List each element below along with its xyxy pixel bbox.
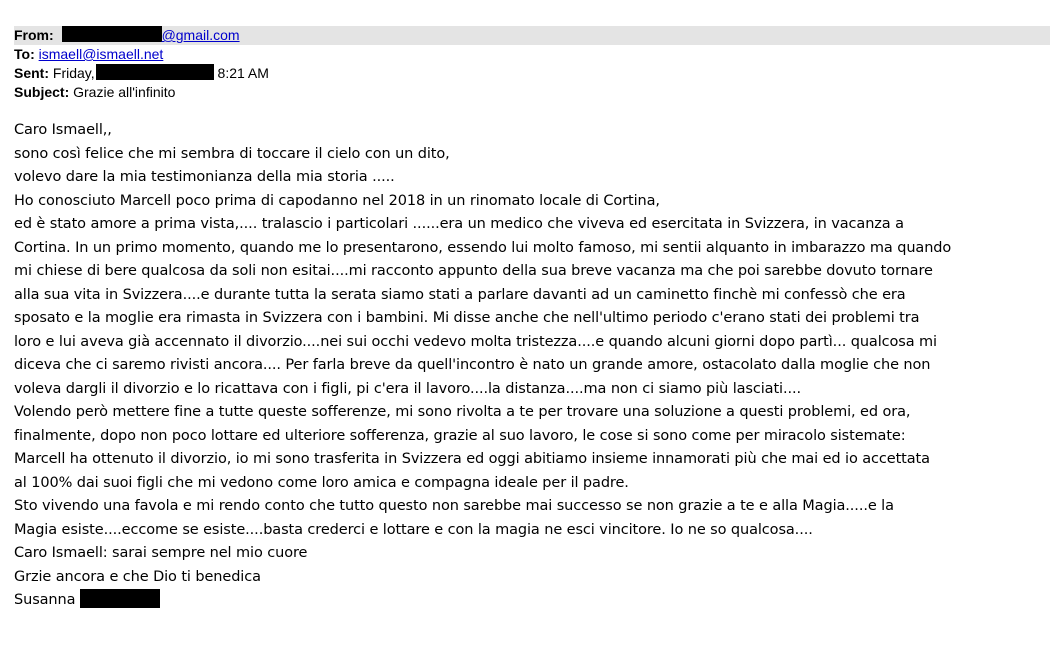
to-label: To: — [14, 46, 35, 62]
from-label: From: — [14, 27, 54, 43]
body-line: Sto vivendo una favola e mi rendo conto che tutto questo non sarebbe mai successo se non grazie a te e alla Magia.....e la — [14, 498, 894, 514]
from-row — [14, 26, 1050, 45]
body-line: Magia esiste....eccome se esiste....basta crederci e lottare e con la magia ne esci vincitore. Io ne so qualcosa.... — [14, 521, 813, 538]
redacted-block — [80, 589, 160, 608]
body-line: loro e lui aveva già accennato il divorzio....nei sui occhi vedevo molta tristezza....e quando alcuni giorni dopo partì... qualcosa mi — [14, 333, 937, 350]
to-email-link[interactable]: ismaell@ismaell.net — [38, 46, 164, 62]
email-body — [14, 119, 1054, 613]
body-line: Ho conosciuto Marcell poco prima di capodanno nel 2018 in un rinomato locale di Cortina, — [14, 192, 660, 209]
signature-line — [14, 589, 1054, 613]
sent-time: 8:21 AM — [217, 65, 269, 81]
body-line: finalmente, dopo non poco lottare ed ulteriore sofferenza, grazie al suo lavoro, le cose si sono come per miracolo sistemate: — [14, 427, 906, 444]
subject-label: Subject: — [14, 84, 70, 100]
body-line: ed è stato amore a prima vista,.... tralascio i particolari ......era un medico che viveva ed esercitata in Svizzera, in vacanza a — [14, 216, 904, 232]
body-line: Caro Ismaell: sarai sempre nel mio cuore — [14, 545, 308, 561]
subject-row — [14, 83, 1050, 102]
sent-day: Friday, — [52, 65, 95, 81]
body-line: Marcell ha ottenuto il divorzio, io mi sono trasferita in Svizzera ed oggi abitiamo insieme innamorati più che mai ed io accettata — [14, 451, 930, 467]
body-line: sposato e la moglie era rimasta in Svizzera con i bambini. Mi disse anche che nell'ultimo periodo c'erano stati dei problemi tra — [14, 310, 920, 326]
email-header — [14, 26, 1050, 102]
body-line: sono così felice che mi sembra di toccare il cielo con un dito, — [14, 145, 450, 162]
subject-value: Grazie all'infinito — [73, 84, 176, 100]
body-line: mi chiese di bere qualcosa da soli non esitai....mi racconto appunto della sua breve vacanza ma che poi sarebbe dovuto tornare — [14, 263, 933, 279]
body-line: voleva dargli il divorzio e lo ricattava con i figli, pi c'era il lavoro....la distanza....ma non ci siamo più lasciati.... — [14, 380, 801, 397]
body-line: Volendo però mettere fine a tutte queste sofferenze, mi sono rivolta a te per trovare una soluzione a questi problemi, ed ora, — [14, 404, 911, 420]
body-line: Cortina. In un primo momento, quando me lo presentarono, essendo lui molto famoso, mi sentii alquanto in imbarazzo ma quando — [14, 239, 952, 256]
from-email-link[interactable]: @gmail.com — [161, 27, 240, 43]
body-line: al 100% dai suoi figli che mi vedono come loro amica e compagna ideale per il padre. — [14, 474, 629, 491]
redacted-block — [62, 26, 162, 42]
body-line: Caro Ismaell,, — [14, 122, 112, 138]
sent-row — [14, 64, 1050, 83]
sent-label: Sent: — [14, 65, 49, 81]
body-line: Grzie ancora e che Dio ti benedica — [14, 568, 261, 585]
redacted-block — [96, 64, 214, 80]
signature-name: Susanna — [14, 592, 76, 608]
body-line: diceva che ci saremo rivisti ancora.... Per farla breve da quell'incontro è nato un grande amore, ostacolato dalla moglie che non — [14, 357, 931, 373]
to-row — [14, 45, 1050, 64]
body-line: volevo dare la mia testimonianza della mia storia ..... — [14, 169, 395, 185]
body-line: alla sua vita in Svizzera....e durante tutta la serata siamo stati a parlare davanti ad un caminetto finchè mi confessò che era — [14, 286, 906, 303]
